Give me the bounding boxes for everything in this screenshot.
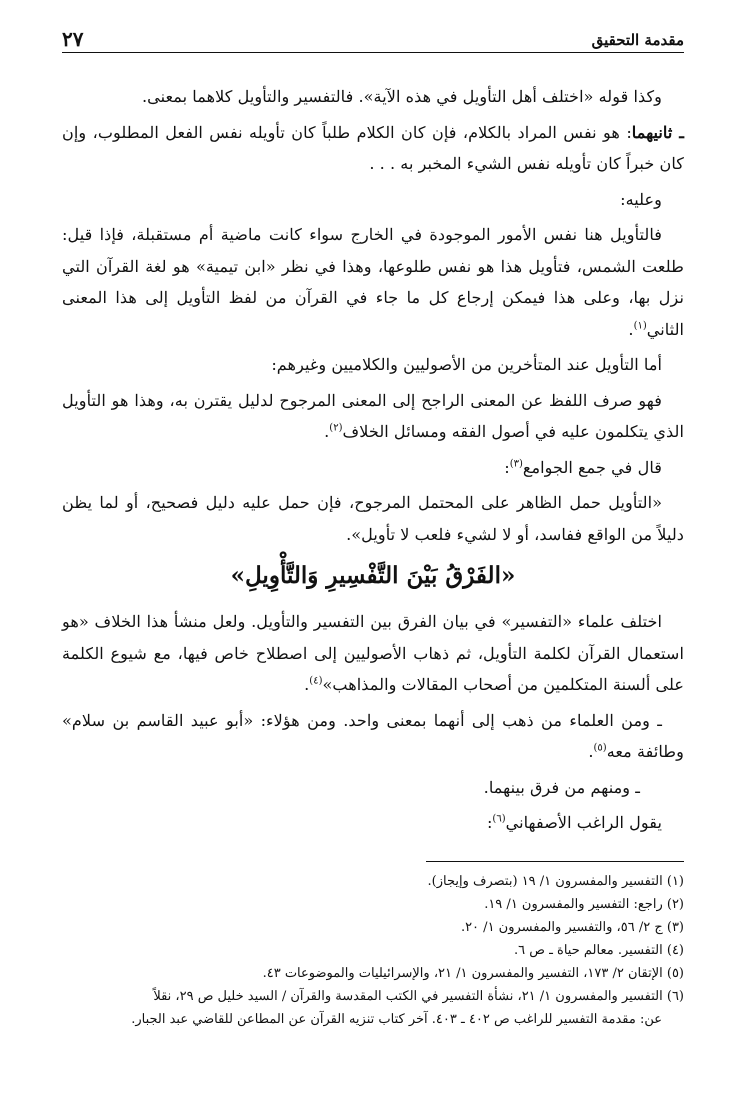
header-title: مقدمة التحقيق	[591, 31, 684, 49]
paragraph: ـ ثانيهما: هو نفس المراد بالكلام، فإن كان الكلام طلباً كان تأويله نفس الفعل المطلوب، وإن كان خبراً كان تأويله نفس الشيء المخبر به . . .	[62, 122, 684, 173]
footnote-ref: (٤)	[309, 675, 323, 687]
paragraph: ـ ومنهم من فرق بينهما.	[483, 777, 640, 797]
paragraph: فالتأويل هنا نفس الأمور الموجودة في الخارج سواء كانت ماضية أم مستقبلة، فإذا قيل: طلعت الشمس، فتأويل هذا هو نفس طلوعها، وهذا في نظر «ابن تيمية» هو لغة القرآن التي نزل بها، وعلى هذا فيمكن إرجاع كل ما جاء في القرآن من لفظ التأويل إلى هذا المعنى الثاني$^{(١)}$.	[62, 225, 684, 339]
paragraph: ـ ومن العلماء من ذهب إلى أنهما بمعنى واحد. ومن هؤلاء: «أبو عبيد القاسم بن سلام» وطائفة معه$^{(٥)}$.	[62, 710, 684, 761]
footnote: (٣) ج ٢/ ٥٦، والتفسير والمفسرون ١/ ٢٠.	[460, 919, 684, 935]
footnote-ref: (٦)	[492, 813, 506, 825]
paragraph: وكذا قوله «اختلف أهل التأويل في هذه الآية». فالتفسير والتأويل كلاهما بمعنى.	[141, 87, 662, 106]
running-header	[62, 22, 684, 53]
footnote: (٢) راجع: التفسير والمفسرون ١/ ١٩.	[484, 896, 684, 912]
section-heading: «الفَرْقُ بَيْنَ التَّفْسِيرِ وَالتَّأْوِيلِ»	[230, 562, 516, 589]
footnote: (٤) التفسير. معالم حياة ـ ص ٦.	[513, 942, 684, 958]
paragraph: يقول الراغب الأصفهاني$^{(٦)}$:	[486, 813, 662, 832]
footnote: (٥) الإتقان ٢/ ١٧٣، التفسير والمفسرون ١/ ٢١، والإسرائيليات والموضوعات ٤٣.	[262, 965, 684, 981]
footnotes	[62, 870, 684, 1031]
term-label: ـ ثانيهما	[631, 122, 684, 142]
paragraph: اختلف علماء «التفسير» في بيان الفرق بين التفسير والتأويل. ولعل منشأ هذا الخلاف «هو استعمال القرآن لكلمة التأويل، ثم ذهاب الأصوليين إلى اصطلاح خاص فيها، مع شيوع الكلمة على ألسنة المتكلمين من أصحاب المقالات والمذاهب»$^{(٤)}$.	[62, 612, 684, 694]
footnote-ref: (٣)	[509, 458, 523, 470]
footnote-continuation: عن: مقدمة التفسير للراغب ص ٤٠٢ ـ ٤٠٣. آخر كتاب تنزيه القرآن عن المطاعن للقاضي عبد الجبار.	[131, 1011, 662, 1027]
paragraph: قال في جمع الجوامع$^{(٣)}$:	[504, 457, 662, 477]
paragraph: فهو صرف اللفظ عن المعنى الراجح إلى المعنى المرجوح لدليل يقترن به، وهذا هو التأويل الذي يتكلمون عليه في أصول الفقه ومسائل الخلاف$^{(٢)}$.	[62, 390, 684, 441]
footnote: (١) التفسير والمفسرون ١/ ١٩ (بتصرف وإيجاز).	[427, 873, 684, 889]
quotation: «التأويل حمل الظاهر على المحتمل المرجوح، فإن حمل عليه دليل فصحيح، أو لما يظن دليلاً من الواقع ففاسد، أو لا لشيء فلعب لا تأويل».	[62, 493, 684, 544]
main-text	[62, 81, 684, 839]
footnote-ref: (٥)	[593, 742, 607, 754]
paragraph: وعليه:	[620, 189, 662, 209]
footnote: (٦) التفسير والمفسرون ١/ ٢١، نشأة التفسير في الكتب المقدسة والقرآن / السيد خليل ص ٢٩، نقلاً	[153, 988, 684, 1004]
footnote-ref: (٢)	[329, 422, 343, 434]
paragraph: أما التأويل عند المتأخرين من الأصوليين والكلاميين وغيرهم:	[271, 355, 662, 374]
page-number: ٢٧	[62, 27, 84, 51]
footnote-separator	[426, 861, 684, 862]
footnote-ref: (١)	[633, 320, 647, 332]
